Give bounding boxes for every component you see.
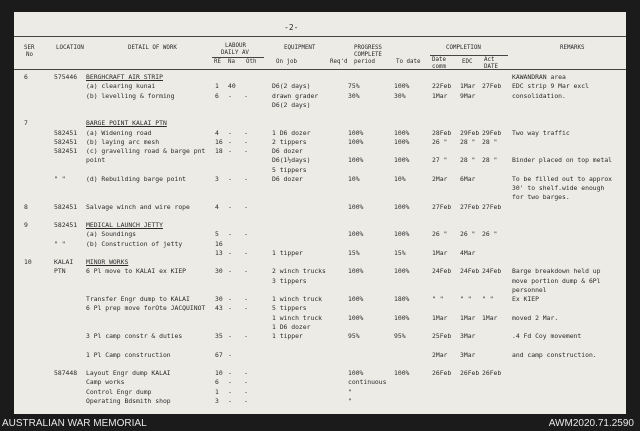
cell-na: 40 xyxy=(228,82,236,91)
cell-equipment: 1 winch truck xyxy=(272,313,323,322)
cell-detail: (b) Construction of jetty xyxy=(86,239,183,248)
cell-detail: (a) Widening road xyxy=(86,128,152,137)
header-re: RE xyxy=(214,59,221,65)
cell-oth: - xyxy=(244,378,248,387)
cell-period: 100% xyxy=(348,156,364,165)
cell-equipment: drawn grader xyxy=(272,91,319,100)
cell-to-date: 30% xyxy=(394,91,406,100)
cell-equipment: 1 winch truck xyxy=(272,295,323,303)
cell-remarks: move portion dump & 6Pl xyxy=(512,276,601,285)
cell-edc: 24Feb xyxy=(460,267,480,276)
cell-detail: (a) clearing kunai xyxy=(86,82,156,91)
cell-re: 13 xyxy=(215,248,223,257)
footer-archive-name: AUSTRALIAN WAR MEMORIAL xyxy=(2,418,147,429)
cell-remarks: .4 Fd Coy movement xyxy=(512,332,582,340)
cell-remarks: Ex KIEP xyxy=(512,295,539,303)
cell-period: 100% xyxy=(348,313,364,322)
header-remarks: REMARKS xyxy=(560,45,585,51)
cell-edc: 9Mar xyxy=(460,91,476,100)
cell-edc: 28 " xyxy=(460,137,476,146)
cell-na: - xyxy=(228,396,232,405)
header-on-job: On job xyxy=(276,59,297,65)
cell-period: " xyxy=(348,396,352,405)
cell-date-comm: 27Feb xyxy=(432,202,452,211)
cell-remarks: To be filled out to approx xyxy=(512,174,613,183)
cell-oth: - xyxy=(244,137,248,146)
cell-date-comm: 1Mar xyxy=(432,313,448,322)
cell-equipment: D6(2 days) xyxy=(272,82,311,91)
cell-to-date: 15% xyxy=(394,248,406,257)
cell-detail: BARGE POINT KALAI PTN xyxy=(86,119,167,128)
cell-edc: 1Mar xyxy=(460,313,476,322)
cell-remarks: Two way traffic xyxy=(512,128,570,137)
cell-detail: Layout Engr dump KALAI xyxy=(86,369,171,377)
cell-to-date: 10% xyxy=(394,174,406,183)
cell-equipment: D6(2 days) xyxy=(272,100,311,109)
cell-remarks: consolidation. xyxy=(512,91,566,100)
cell-edc: 3Mar xyxy=(460,350,476,359)
cell-re: 16 xyxy=(215,239,223,248)
cell-remarks: and camp construction. xyxy=(512,350,597,359)
cell-to-date: 100% xyxy=(394,137,410,146)
cell-oth: - xyxy=(244,267,248,276)
cell-act-date: 24Feb xyxy=(482,267,502,276)
cell-act-date: " " xyxy=(482,295,494,303)
page-number: -2- xyxy=(284,23,299,32)
cell-location: 582451 xyxy=(54,147,78,155)
cell-na: - xyxy=(228,248,232,257)
cell-na: - xyxy=(228,128,232,137)
cell-equipment: D6(1½days) xyxy=(272,156,311,165)
cell-location: " " xyxy=(54,239,66,248)
header-top-rule xyxy=(14,36,626,37)
header-na: Na xyxy=(228,59,235,65)
cell-act-date: 26 " xyxy=(482,230,498,239)
header-oth: Oth xyxy=(246,59,257,65)
cell-act-date: 27Feb xyxy=(482,82,502,91)
cell-oth: - xyxy=(244,147,248,155)
cell-period: 100% xyxy=(348,137,364,146)
footer-accession-number: AWM2020.71.2590 xyxy=(548,418,634,429)
cell-detail: (b) levelling & forming xyxy=(86,91,175,100)
cell-detail: 1 Pl Camp construction xyxy=(86,350,171,359)
cell-period: 100% xyxy=(348,128,364,137)
cell-to-date: 100% xyxy=(394,369,410,377)
cell-period: 15% xyxy=(348,248,360,257)
header-equipment: EQUIPMENT xyxy=(284,45,316,51)
cell-edc: 3Mar xyxy=(460,332,476,340)
cell-period: " xyxy=(348,387,352,396)
cell-remarks: Barge breakdown held up xyxy=(512,267,601,276)
cell-edc: " " xyxy=(460,295,472,303)
cell-detail: 6 Pl prep move forOte JACQUINOT xyxy=(86,304,206,313)
cell-na: - xyxy=(228,91,232,100)
cell-na: - xyxy=(228,369,232,377)
cell-detail: (c) gravelling road & barge pnt xyxy=(86,147,206,155)
cell-detail: MEDICAL LAUNCH JETTY xyxy=(86,221,163,229)
cell-re: 6 xyxy=(215,91,219,100)
cell-re: 4 xyxy=(215,202,219,211)
cell-detail: Transfer Engr dump to KALAI xyxy=(86,295,190,303)
cell-to-date: 100% xyxy=(394,267,410,276)
cell-detail: MINOR WORKS xyxy=(86,258,129,266)
cell-re: 30 xyxy=(215,295,223,303)
cell-oth: - xyxy=(244,91,248,100)
cell-na: - xyxy=(228,304,232,313)
cell-location: 582451 xyxy=(54,137,78,146)
cell-date-comm: 25Feb xyxy=(432,332,452,340)
cell-oth: - xyxy=(244,128,248,137)
header-to-date: To date xyxy=(396,59,421,65)
cell-na: - xyxy=(228,147,232,155)
cell-location: KALAI xyxy=(54,258,74,266)
header-complete: COMPLETE xyxy=(354,52,382,58)
cell-location: 582451 xyxy=(54,202,78,211)
cell-oth: - xyxy=(244,332,248,340)
cell-re: 3 xyxy=(215,174,219,183)
cell-period: 100% xyxy=(348,230,364,239)
header-bottom-rule xyxy=(14,69,626,70)
cell-date-comm: 24Feb xyxy=(432,267,452,276)
cell-remarks: Binder placed on top metal xyxy=(512,156,613,165)
cell-equipment: D6 dozer xyxy=(272,174,303,183)
cell-edc: 27Feb xyxy=(460,202,480,211)
cell-date-comm: " " xyxy=(432,295,444,303)
cell-na: - xyxy=(228,332,232,340)
cell-period: 100% xyxy=(348,369,364,377)
cell-na: - xyxy=(228,267,232,276)
cell-oth: - xyxy=(244,396,248,405)
cell-period: 100% xyxy=(348,202,364,211)
header-ser: SER xyxy=(24,45,35,51)
cell-to-date: 100% xyxy=(394,128,410,137)
cell-date-comm: 26 " xyxy=(432,137,448,146)
cell-to-date: 100% xyxy=(394,313,410,322)
cell-na: - xyxy=(228,202,232,211)
cell-edc: 4Mar xyxy=(460,248,476,257)
cell-oth: - xyxy=(244,387,248,396)
cell-detail: (a) Soundings xyxy=(86,230,137,239)
cell-oth: - xyxy=(244,369,248,377)
cell-date-comm: 28Feb xyxy=(432,128,452,137)
cell-edc: 6Mar xyxy=(460,174,476,183)
cell-equipment: 2 winch trucks xyxy=(272,267,326,276)
cell-to-date: 100% xyxy=(394,230,410,239)
cell-to-date: 180% xyxy=(394,295,410,303)
cell-na: - xyxy=(228,230,232,239)
cell-location: 587448 xyxy=(54,369,78,377)
cell-act-date: 28 " xyxy=(482,137,498,146)
cell-act-date: 26Feb xyxy=(482,369,502,377)
completion-sub-rule xyxy=(430,55,508,56)
cell-equipment: 1 tipper xyxy=(272,248,303,257)
cell-oth: - xyxy=(244,202,248,211)
cell-remarks: moved 2 Mar. xyxy=(512,313,559,322)
cell-oth: - xyxy=(244,295,248,303)
header-date-comm: Date comm xyxy=(432,57,446,70)
cell-edc: 26Feb xyxy=(460,369,480,377)
cell-remarks: KAWANDRAN area xyxy=(512,73,566,81)
cell-equipment: 1 D6 dozer xyxy=(272,128,311,137)
cell-ser: 9 xyxy=(24,221,28,229)
cell-location: PTN xyxy=(54,267,66,276)
cell-re: 43 xyxy=(215,304,223,313)
cell-equipment: 2 tippers xyxy=(272,137,307,146)
cell-equipment: 1 D6 dozer xyxy=(272,322,311,331)
cell-date-comm: 1Mar xyxy=(432,91,448,100)
cell-detail: point xyxy=(86,156,106,165)
cell-re: 5 xyxy=(215,230,219,239)
cell-ser: 6 xyxy=(24,73,28,81)
cell-na: - xyxy=(228,387,232,396)
cell-period: 75% xyxy=(348,82,360,91)
labour-sub-rule xyxy=(212,57,264,58)
header-period: period xyxy=(354,59,375,65)
header-detail: DETAIL OF WORK xyxy=(128,45,177,51)
cell-act-date: 1Mar xyxy=(482,313,498,322)
cell-detail: 3 Pl camp constr & duties xyxy=(86,332,183,340)
cell-re: 67 xyxy=(215,350,223,359)
cell-detail: (b) laying arc mesh xyxy=(86,137,160,146)
cell-na: - xyxy=(228,295,232,303)
cell-date-comm: 22Feb xyxy=(432,82,452,91)
cell-equipment: 5 tippers xyxy=(272,304,307,313)
cell-na: - xyxy=(228,137,232,146)
cell-re: 1 xyxy=(215,82,219,91)
header-completion: COMPLETION xyxy=(446,45,481,51)
cell-na: - xyxy=(228,350,232,359)
cell-detail: 6 Pl move to KALAI ex KIEP xyxy=(86,267,187,276)
cell-oth: - xyxy=(244,304,248,313)
cell-detail: Control Engr dump xyxy=(86,387,152,396)
cell-date-comm: 1Mar xyxy=(432,248,448,257)
cell-period: 10% xyxy=(348,174,360,183)
cell-re: 18 xyxy=(215,147,223,155)
cell-edc: 28 " xyxy=(460,156,476,165)
cell-equipment: 5 tippers xyxy=(272,165,307,174)
cell-re: 4 xyxy=(215,128,219,137)
cell-re: 30 xyxy=(215,267,223,276)
cell-oth: - xyxy=(244,248,248,257)
cell-act-date: 29Feb xyxy=(482,128,502,137)
cell-detail: Salvage winch and wire rope xyxy=(86,202,190,211)
cell-remarks: personnel xyxy=(512,285,547,294)
cell-re: 6 xyxy=(215,378,219,387)
document-page xyxy=(14,12,626,414)
header-labour: LABOUR xyxy=(225,43,246,49)
cell-period: 100% xyxy=(348,267,364,276)
cell-remarks: for two barges. xyxy=(512,193,570,202)
cell-edc: 26 " xyxy=(460,230,476,239)
cell-detail: Camp works xyxy=(86,378,125,387)
header-reqd: Req'd xyxy=(330,59,348,65)
cell-location: 582451 xyxy=(54,128,78,137)
cell-na: - xyxy=(228,378,232,387)
cell-remarks: 30' to shelf.wide enough xyxy=(512,184,605,192)
cell-period: 100% xyxy=(348,295,364,303)
cell-re: 3 xyxy=(215,396,219,405)
cell-date-comm: 26Feb xyxy=(432,369,452,377)
cell-detail: (d) Rebuilding barge point xyxy=(86,174,187,183)
cell-re: 10 xyxy=(215,369,223,377)
cell-edc: 29Feb xyxy=(460,128,480,137)
cell-location: " " xyxy=(54,174,66,183)
cell-to-date: 100% xyxy=(394,156,410,165)
cell-to-date: 100% xyxy=(394,82,410,91)
cell-act-date: 28 " xyxy=(482,156,498,165)
cell-ser: 7 xyxy=(24,119,28,128)
cell-date-comm: 2Mar xyxy=(432,350,448,359)
header-location: LOCATION xyxy=(56,45,84,51)
cell-equipment: D6 dozer xyxy=(272,147,303,155)
cell-re: 1 xyxy=(215,387,219,396)
header-progress: PROGRESS xyxy=(354,45,382,51)
cell-location: 575446 xyxy=(54,73,78,81)
header-no: No xyxy=(26,52,33,58)
cell-date-comm: 26 " xyxy=(432,230,448,239)
cell-act-date: 27Feb xyxy=(482,202,502,211)
cell-period: 95% xyxy=(348,332,360,340)
cell-location: 582451 xyxy=(54,221,78,229)
cell-equipment: 1 tipper xyxy=(272,332,303,340)
cell-to-date: 100% xyxy=(394,202,410,211)
cell-date-comm: 2Mar xyxy=(432,174,448,183)
cell-date-comm: 27 " xyxy=(432,156,448,165)
cell-period: 30% xyxy=(348,91,360,100)
header-edc: EDC xyxy=(462,59,473,65)
cell-detail: BERGHCRAFT AIR STRIP xyxy=(86,73,163,81)
cell-detail: Operating Bdsmith shop xyxy=(86,396,171,405)
header-act-date: Act DATE xyxy=(484,57,498,70)
cell-period: continuous xyxy=(348,378,387,387)
cell-ser: 8 xyxy=(24,202,28,211)
cell-oth: - xyxy=(244,230,248,239)
cell-edc: 1Mar xyxy=(460,82,476,91)
cell-equipment: 3 tippers xyxy=(272,276,307,285)
cell-oth: - xyxy=(244,174,248,183)
header-daily-av: DAILY AV xyxy=(221,50,249,56)
cell-re: 35 xyxy=(215,332,223,340)
cell-ser: 10 xyxy=(24,258,32,266)
cell-remarks: EDC strip 9 Mar excl xyxy=(512,82,589,91)
cell-re: 16 xyxy=(215,137,223,146)
cell-to-date: 95% xyxy=(394,332,406,340)
cell-na: - xyxy=(228,174,232,183)
